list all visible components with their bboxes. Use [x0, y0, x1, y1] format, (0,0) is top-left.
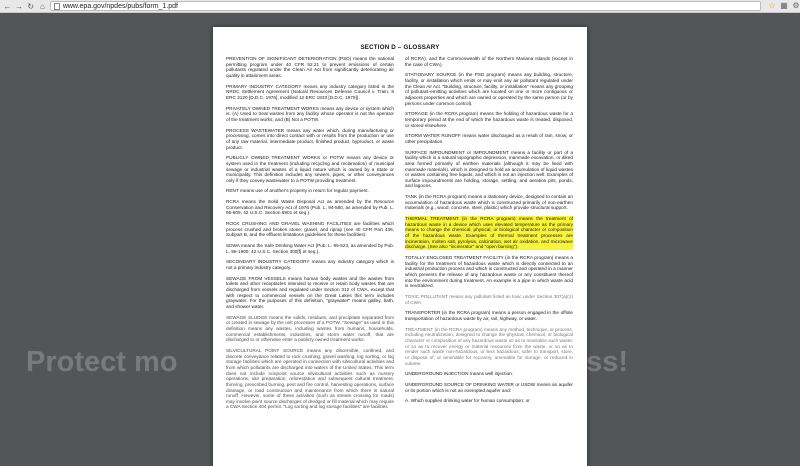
glossary-entry: PROCESS WASTEWATER means any water which, during manufacturing or processing, comes into direct contact with or results from the production or use of any raw material, intermediate product, finished product, byproduct, or waste product.	[226, 127, 394, 150]
glossary-entry: TOXIC POLLUTANT means any pollutant listed as toxic under Section 307(a)(1) of CWA.	[405, 293, 573, 305]
glossary-entry: PREVENTION OF SIGNIFICANT DETERIORATION (PSD) means the national permitting program under 40 CFR 52.21 to prevent emissions of certain pollutants regulated under the Clean Air Act from significantly deteriorating air quality in attainment areas.	[226, 56, 394, 78]
glossary-entry: SEWAGE SLUDGE means the solids, residues, and precipitate separated from or created in sewage by the unit processes of a POTW. "Sewage" as used in this definition means any wastes, including wastes from humans, households, commercial establishments, industries, and storm water runoff, that are discharged to or otherwise enter a publicly owned treatment works.	[226, 314, 394, 343]
glossary-entry: STORM WATER RUNOFF means water discharged as a result of rain, snow, or other precipitation.	[405, 133, 573, 144]
glossary-entry: STATIONARY SOURCE (in the PSD program) means any building, structure, facility, or installation which emits or may emit any air pollutant regulated under the Clean Air Act. "Building, structure, facility, or installation" means any grouping of pollutant-emitting activities which are located on one or more contiguous or adjacent properties and which are owned or operated by the same person (or by persons under common control).	[405, 72, 573, 106]
glossary-entry: PUBLICLY OWNED TREATMENT WORKS or POTW means any device or system used in the treatment (including recycling and reclamation) of municipal sewage or industrial wastes of a liquid nature which is owned by a State or municipality. This definition includes any sewers, pipes, or other conveyances only if they convey wastewater to a POTW providing treatment.	[226, 155, 394, 183]
url-text[interactable]: www.epa.gov/npdes/pubs/form_1.pdf	[62, 2, 178, 10]
glossary-entry: TRANSPORTER (in the RCRA program) means a person engaged in the offsite transportation of hazardous waste by air, rail, highway, or water.	[405, 310, 573, 321]
highlighted-glossary-entry: THERMAL TREATMENT (in the RCRA program) means the treatment of hazardous waste in a device which uses elevated temperature as the primary means to change the chemical, physical, or biological character or composition of the hazardous waste. Examples of thermal treatment processes are incineration, molten salt, pyrolysis, calcination, wet air oxidation, and microwave discharge. (See also "incinerator" and "open burning").	[405, 216, 573, 250]
watermark-right-text: ess!	[570, 346, 629, 378]
glossary-entry: A. Which supplies drinking water for human consumption; or	[405, 398, 530, 404]
wrench-menu-icon[interactable]: ⚙	[792, 1, 800, 10]
glossary-entry: STORAGE (in the RCRA program) means the holding of hazardous waste for a temporary period at the end of which the hazardous waste is treated, disposed, or stored elsewhere.	[405, 111, 573, 128]
pdf-viewer[interactable]	[0, 14, 800, 466]
address-bar[interactable]	[50, 1, 761, 11]
glossary-entry: RCRA means the Solid Waste Disposal Act as amended by the Resource Conservation and Recovery Act of 1976 (Pub. L. 94-580, as amended by Pub. L. 95-609, 42 U.S.C. Section 6901 et seq.).	[226, 199, 394, 216]
glossary-entry: SDWA means the Safe Drinking Water Act (Pub. L. 95-523, as amended by Pub. L. 95-1900; 42 U.S.C. Section 300[f] et seq.).	[226, 243, 394, 254]
glossary-entry: TANK (in the RCRA program) means a stationary device, designed to contain an accumulation of hazardous waste which is constructed primarily of non-earthen materials (e.g., wood, concrete, steel, plastic) which provide structural support.	[405, 194, 573, 211]
left-column	[226, 56, 394, 415]
glossary-entry: UNDERGROUND INJECTION means well injection.	[405, 371, 514, 377]
glossary-entry: SILVICULTURAL POINT SOURCE means any discernible, confined, and discrete conveyance related to rock crushing, gravel washing, log sorting, or log storage facilities which are operated in connection with silvicultural activities and from which pollutants are discharged into waters of the United States. This term does not include nonpoint source silvicultural activities such as nursery operations, site preparation, reforestation and subsequent cultural treatment, thinning, prescribed burning, pest and fire control, harvesting operations, surface drainage, or road construction and maintenance from which there is natural runoff. However, some of these activities (such as stream crossing for roads) may involve point source discharges of dredged or fill material which may require a CWA Section 404 permit. "Log sorting and log storage facilities" are facilities	[226, 347, 394, 410]
glossary-entry: ROCK CRUSHING AND GRAVEL WASHING FACILITIES are facilities which process crushed and broken stone, gravel, and riprap (see 40 CFR Part 436, Subpart B, and the effluent limitations guidelines for these facilities).	[226, 221, 394, 238]
glossary-entry: SEWAGE FROM VESSELS means human body wastes and the wastes from toilets and other receptacles intended to receive or retain body wastes that are discharged from vessels and regulated under Section 312 of CWA, except that with respect to commercial vessels on the Great Lakes this term includes graywater. For the purposes of this definition, "graywater" means galley, bath, and shower water.	[226, 275, 394, 309]
glossary-entry: UNDERGROUND SOURCE OF DRINKING WATER or USDW means an aquifer or its portion which is not an exempted aquifer and:	[405, 381, 573, 393]
browser-toolbar	[0, 0, 800, 13]
glossary-entry: TREATMENT (in the RCRA program) means any method, technique, or process, including neutralization, designed to change the physical, chemical, or biological character or composition of any hazardous waste so as to neutralize such waste, or so as to recover energy or material resources from the waste, or so as to render such waste non-hazardous, or less hazardous; safer to transport, store, or dispose of; or amenable for recovery, amenable for storage, or reduced in volume.	[405, 326, 573, 366]
glossary-entry: RENT means use of another's property in return for regular payment.	[226, 188, 369, 194]
glossary-entry: PRIMARY INDUSTRY CATEGORY means any industry category listed in the NRDC Settlement Agreement (Natural Resources Defense Council v. Train, 8 ERC 2120 [D.D.C. 1976], modified 12 ERC 1833 [D.D.C. 1979]).	[226, 83, 394, 100]
glossary-entry: of RCRA), and the Commonwealth of the Northern Mariana Islands (except in the case of CWA).	[405, 56, 573, 67]
star-icon[interactable]: ☆	[768, 1, 776, 10]
home-icon[interactable]: ⌂	[40, 1, 45, 11]
right-column	[405, 56, 573, 409]
glossary-entry: SURFACE IMPOUNDMENT or IMPOUNDMENT means a facility or part of a facility which is a natural topographic depression, manmade excavation, or diked area formed primarily of earthen materials (although it may be lined with manmade materials), which is designed to hold an accumulation of liquid wastes or wastes containing free liquids, and which is not an injection well. Examples of surface impoundments are holding, storage, settling, and aeration pits, ponds, and lagoons.	[405, 149, 573, 189]
page-icon	[54, 3, 60, 10]
glossary-entry: TOTALLY ENCLOSED TREATMENT FACILITY (in the RCRA program) means a facility for the treatment of hazardous waste which is directly connected to an industrial production process and which is constructed and operated in a manner which prevents the release of any hazardous waste or any constituent thereof into the environment during treatment. An example is a pipe in which waste acid is neutralized.	[405, 255, 573, 289]
back-arrow-icon[interactable]: ←	[3, 1, 12, 11]
pdf-page	[213, 27, 587, 466]
glossary-entry: PRIVATELY OWNED TREATMENT WORKS means any device or system which is: (A) Used to treat wastes from any facility whose operator is not the operator of the treatment works; and (B) Not a POTW.	[226, 105, 394, 122]
section-title: SECTION D – GLOSSARY	[360, 44, 440, 51]
reload-icon[interactable]: ↻	[27, 1, 35, 11]
extension-icon[interactable]: ▦	[780, 1, 788, 10]
watermark-left-text: Protect mo	[26, 346, 178, 378]
glossary-entry: SECONDARY INDUSTRY CATEGORY means any industry category which is not a primary industry category.	[226, 259, 394, 271]
forward-arrow-icon[interactable]: →	[15, 1, 24, 11]
